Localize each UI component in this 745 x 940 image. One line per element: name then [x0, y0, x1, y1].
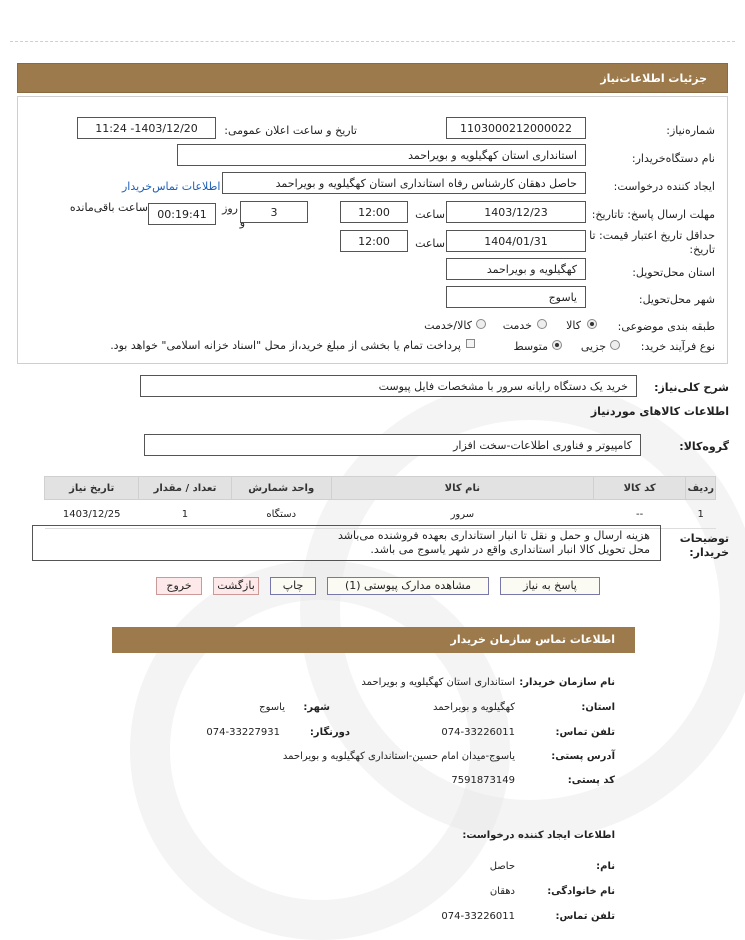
buyer-org-label: نام دستگاه‌خریدار:: [631, 152, 715, 165]
buyer-notes-line2: محل تحویل کالا انبار استانداری واقع در شهر یاسوج می باشد.: [370, 543, 650, 556]
buyer-contact-link[interactable]: اطلاعات تماس‌خریدار: [122, 180, 221, 193]
table-header-row: [45, 477, 716, 500]
contact-fax: 074-33227931: [206, 727, 280, 738]
buyer-notes-label: توضیحات خریدار:: [679, 532, 729, 559]
category-radio-both[interactable]: [476, 319, 486, 329]
days-label: روز: [222, 202, 238, 215]
need-number-field: 1103000212000022: [446, 117, 586, 139]
col-qty: تعداد / مقدار: [139, 477, 231, 500]
cell-row: 1: [686, 500, 716, 529]
validity-time-label: ساعت: [415, 237, 445, 250]
creator-name: حاصل: [489, 861, 515, 872]
creator-family: دهقان: [489, 886, 515, 897]
cell-qty: 1: [139, 500, 231, 529]
reply-button[interactable]: پاسخ به نیاز: [500, 577, 600, 595]
contact-fax-label: دورنگار:: [309, 727, 350, 738]
category-option-both: کالا/خدمت: [424, 319, 472, 332]
cell-date: 1403/12/25: [45, 500, 139, 529]
col-row: ردیف: [686, 477, 716, 500]
treasury-checkbox[interactable]: [466, 339, 475, 348]
process-radio-medium[interactable]: [552, 340, 562, 350]
category-label: طبقه بندی موضوعی:: [617, 320, 715, 333]
remaining-time-field: 00:19:41: [148, 203, 216, 225]
contact-postal-label: کد پستی:: [567, 775, 615, 786]
process-option-minor: جزیی: [580, 340, 606, 353]
deadline-time-label: ساعت: [415, 208, 445, 221]
attachments-button[interactable]: مشاهده مدارک پیوستی (1): [327, 577, 489, 595]
top-divider: [10, 41, 735, 42]
category-radio-goods[interactable]: [587, 319, 597, 329]
announce-label: تاریخ و ساعت اعلان عمومی:: [224, 124, 357, 137]
cell-unit: دستگاه: [231, 500, 331, 529]
treasury-note: پرداخت تمام یا بخشی از مبلغ خرید،از محل "اسناد خزانه اسلامی" خواهد بود.: [110, 339, 461, 352]
process-label: نوع فرآیند خرید:: [640, 340, 715, 353]
creator-family-label: نام خانوادگی:: [547, 886, 615, 897]
back-button[interactable]: بازگشت: [213, 577, 259, 595]
creator-phone-label: تلفن تماس:: [555, 911, 615, 922]
contact-city-label: شهر:: [303, 702, 330, 713]
col-code: کد کالا: [593, 477, 686, 500]
goods-group-label: گروه‌کالا:: [679, 440, 729, 453]
contact-province-label: استان:: [581, 702, 615, 713]
buyer-org-field: استانداری استان کهگیلویه و بویراحمد: [177, 144, 586, 166]
announce-field: 1403/12/20- 11:24: [77, 117, 216, 139]
contact-phone: 074-33226011: [441, 727, 515, 738]
watermark-arc: [130, 560, 510, 940]
creator-phone: 074-33226011: [441, 911, 515, 922]
province-field: کهگیلویه و بویراحمد: [446, 258, 586, 280]
exit-button[interactable]: خروج: [156, 577, 202, 595]
goods-table: [44, 476, 716, 529]
city-label: شهر محل‌تحویل:: [638, 293, 715, 306]
days-field: 3: [240, 201, 308, 223]
remaining-label: ساعت باقی‌مانده: [69, 201, 148, 214]
buyer-notes-box: [32, 525, 661, 561]
goods-group-field: کامپیوتر و فناوری اطلاعات-سخت افزار: [144, 434, 641, 456]
print-button[interactable]: چاپ: [270, 577, 316, 595]
contact-province: کهگیلویه و بویراحمد: [433, 702, 515, 713]
creator-field: حاصل دهقان کارشناس رفاه استانداری استان کهگیلویه و بویراحمد: [222, 172, 586, 194]
category-radio-service[interactable]: [537, 319, 547, 329]
process-radio-minor[interactable]: [610, 340, 620, 350]
city-field: یاسوج: [446, 286, 586, 308]
validity-date-field: 1404/01/31: [446, 230, 586, 252]
creator-label: ایجاد کننده درخواست:: [613, 180, 715, 193]
deadline-date-field: 1403/12/23: [446, 201, 586, 223]
col-date: تاریخ نیاز: [45, 477, 139, 500]
contact-title: اطلاعات تماس سازمان خریدار: [112, 627, 635, 653]
category-option-goods: کالا: [566, 319, 581, 332]
description-field: خرید یک دستگاه رایانه سرور با مشخصات فایل پیوست: [140, 375, 637, 397]
cell-name: سرور: [331, 500, 593, 529]
contact-city: یاسوج: [259, 702, 285, 713]
need-number-label: شماره‌نیاز:: [666, 124, 715, 137]
contact-address: یاسوج-میدان امام حسین-استانداری کهگیلویه و بویراحمد: [282, 751, 515, 762]
and-label: و: [239, 216, 245, 229]
creator-name-label: نام:: [596, 861, 615, 872]
deadline-time-field: 12:00: [340, 201, 408, 223]
description-label: شرح کلی‌نیاز:: [654, 381, 729, 394]
process-option-medium: متوسط: [513, 340, 548, 353]
contact-postal: 7591873149: [451, 775, 515, 786]
contact-org-label: نام سازمان خریدار:: [519, 677, 615, 688]
validity-label: حداقل تاریخ اعتبار قیمت: تا تاریخ:: [589, 229, 715, 256]
creator-info-title: اطلاعات ایجاد کننده درخواست:: [462, 830, 615, 841]
deadline-label: مهلت ارسال پاسخ: تاتاریخ:: [591, 208, 715, 221]
province-label: استان محل‌تحویل:: [632, 266, 715, 279]
validity-time-field: 12:00: [340, 230, 408, 252]
category-option-service: خدمت: [502, 319, 532, 332]
contact-phone-label: تلفن تماس:: [555, 727, 615, 738]
cell-code: --: [593, 500, 686, 529]
page-title: جزئیات اطلاعات‌نیاز: [17, 63, 728, 93]
contact-org: استانداری استان کهگیلویه و بویراحمد: [361, 677, 515, 688]
buyer-notes-line1: هزینه ارسال و حمل و نقل تا انبار استانداری بعهده فروشنده می‌باشد: [337, 529, 650, 542]
col-unit: واحد شمارش: [231, 477, 331, 500]
col-name: نام کالا: [331, 477, 593, 500]
goods-info-label: اطلاعات کالاهای موردنیاز: [590, 405, 729, 418]
contact-address-label: آدرس پستی:: [551, 751, 615, 762]
